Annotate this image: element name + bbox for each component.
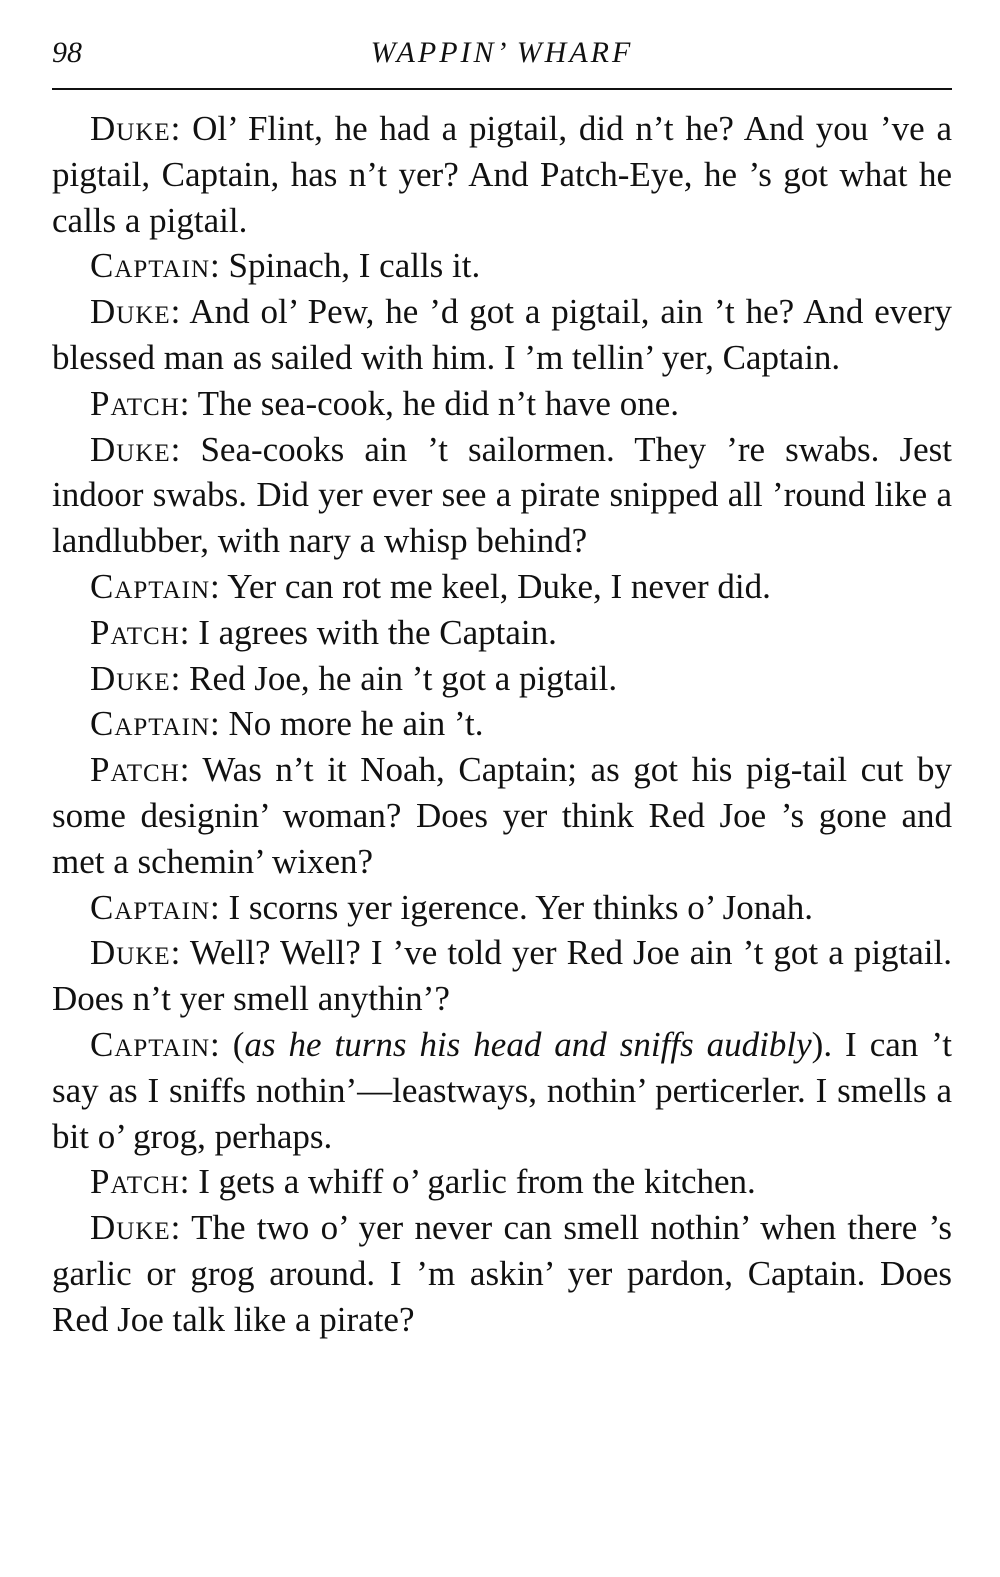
speaker-name: Duke	[90, 109, 171, 148]
line-text: No more he ain ’t.	[228, 704, 484, 744]
speaker-name: Duke	[90, 292, 171, 332]
speaker-name: Captain	[90, 1024, 211, 1064]
dialogue-line: Patch: I agrees with the Captain.	[90, 612, 557, 652]
line-text: The two o’ yer never can smell nothin’ when there ’s garlic or grog around. I ’m askin’ yer pardon, Captain. Does Red Joe talk like a pirate?	[52, 1208, 952, 1339]
line-text: Well? Well? I ’ve told yer Red Joe ain ’t got a pigtail. Does n’t yer smell anythin’?	[52, 933, 952, 1019]
dialogue-line: Patch: The sea-cook, he did n’t have one.	[90, 383, 679, 423]
speaker-name: Patch	[90, 750, 180, 790]
line-text: Sea-cooks ain ’t sailormen. They ’re swabs. Jest indoor swabs. Did yer ever see a pirate snipped all ’round like a landlubber, with nary a whisp behind?	[52, 429, 952, 561]
dialogue-line: Captain: No more he ain ’t.	[90, 704, 484, 744]
dialogue-line: Patch: Was n’t it Noah, Captain; as got his pig-tail cut by some designin’ woman? Does yer think Red Joe ’s gone and met a schemin’ wixen?	[52, 750, 952, 881]
header-rule	[52, 88, 952, 90]
speaker-name: Patch	[90, 1162, 180, 1202]
speaker-name: Duke	[90, 933, 171, 973]
dialogue-line: Duke: The two o’ yer never can smell nothin’ when there ’s garlic or grog around. I ’m askin’ yer pardon, Captain. Does Red Joe talk like a pirate?	[52, 1208, 952, 1339]
dialogue-line: Duke: Ol’ Flint, he had a pigtail, did n’t he? And you ’ve a pigtail, Captain, has n’t yer? And Patch-Eye, he ’s got what he calls a pigtail.	[52, 109, 952, 240]
stage-direction: as he turns his head and sniffs audibly	[244, 1024, 812, 1064]
line-text: I agrees with the Captain.	[198, 612, 557, 652]
dialogue-line: Captain: (as he turns his head and sniffs audibly). I can ’t say as I sniffs nothin’—leastways, nothin’ perticerler. I smells a bit o’ grog, perhaps.	[52, 1024, 952, 1156]
line-text: Ol’ Flint, he had a pigtail, did n’t he? And you ’ve a pigtail, Captain, has n’t yer? And Patch-Eye, he ’s got what he calls a pigtail.	[52, 109, 952, 240]
speaker-name: Captain	[90, 704, 211, 744]
speaker-name: Patch	[90, 383, 180, 423]
dialogue-line: Captain: I scorns yer igerence. Yer thinks o’ Jonah.	[90, 887, 813, 927]
speaker-name: Captain	[90, 246, 211, 286]
speaker-name: Duke	[90, 1208, 171, 1248]
line-text: . I can ’t say as I sniffs nothin’—leastways, nothin’ perticerler. I smells a bit o’ grog, perhaps.	[52, 1024, 952, 1156]
speaker-name: Captain	[90, 887, 211, 927]
speaker-name: Captain	[90, 566, 211, 606]
dialogue-line: Duke: And ol’ Pew, he ’d got a pigtail, ain ’t he? And every blessed man as sailed with him. I ’m tellin’ yer, Captain.	[52, 292, 953, 377]
line-text: The sea-cook, he did n’t have one.	[197, 383, 679, 423]
dialogue-line: Duke: Well? Well? I ’ve told yer Red Joe ain ’t got a pigtail. Does n’t yer smell anythin’?	[52, 933, 952, 1019]
line-text: Yer can rot me keel, Duke, I never did.	[227, 566, 771, 606]
speaker-name: Patch	[90, 612, 180, 652]
line-text: Red Joe, he ain ’t got a pigtail.	[189, 658, 618, 698]
dialogue-line: Duke: Sea-cooks ain ’t sailormen. They ’re swabs. Jest indoor swabs. Did yer ever see a pirate snipped all ’round like a landlubber, with nary a whisp behind?	[52, 429, 952, 561]
dialogue-body	[52, 106, 952, 1343]
line-text: I scorns yer igerence. Yer thinks o’ Jonah.	[228, 887, 813, 927]
line-text: And ol’ Pew, he ’d got a pigtail, ain ’t he? And every blessed man as sailed with him. I ’m tellin’ yer, Captain.	[52, 292, 953, 377]
speaker-name: Duke	[90, 429, 171, 469]
dialogue-line: Captain: Yer can rot me keel, Duke, I never did.	[90, 566, 771, 606]
dialogue-line: Patch: I gets a whiff o’ garlic from the kitchen.	[90, 1162, 756, 1202]
page-header	[52, 30, 952, 78]
line-text: I gets a whiff o’ garlic from the kitchen.	[198, 1162, 756, 1202]
dialogue-line: Duke: Red Joe, he ain ’t got a pigtail.	[90, 658, 618, 698]
running-title: WAPPIN’ WHARF	[370, 36, 634, 69]
line-text: Was n’t it Noah, Captain; as got his pig-tail cut by some designin’ woman? Does yer think Red Joe ’s gone and met a schemin’ wixen?	[52, 750, 952, 881]
speaker-name: Duke	[90, 658, 171, 698]
page-number: 98	[52, 36, 82, 69]
dialogue-line: Captain: Spinach, I calls it.	[90, 246, 481, 286]
line-text: Spinach, I calls it.	[228, 246, 481, 286]
